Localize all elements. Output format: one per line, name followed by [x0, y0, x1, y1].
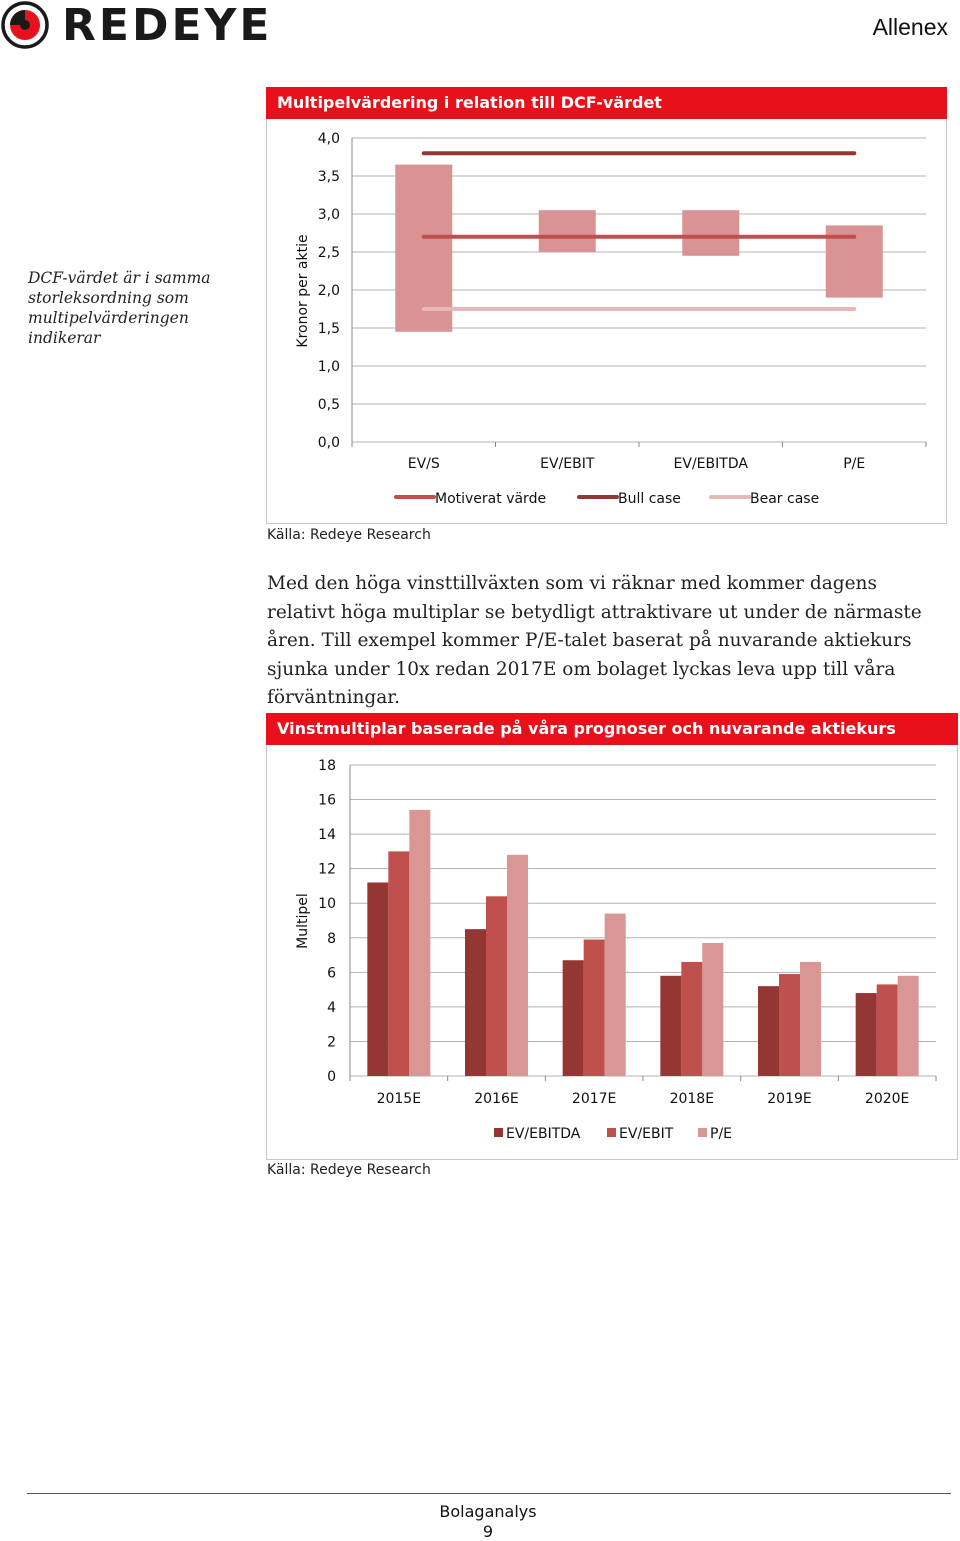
chart1-source: Källa: Redeye Research	[267, 527, 431, 543]
chart2-bar	[800, 962, 821, 1076]
chart2-legend-swatch	[607, 1128, 616, 1137]
chart1-legend-label: Bear case	[750, 491, 820, 507]
chart2	[266, 745, 958, 1160]
chart2-title: Vinstmultiplar baserade på våra prognoser och nuvarande aktiekurs	[266, 713, 958, 745]
chart1-ytick-label: 0,5	[317, 397, 340, 413]
side-note: DCF-värdet är i samma storleksordning som multipelvärderingen indikerar	[28, 269, 211, 347]
chart2-ytick-label: 16	[318, 792, 336, 809]
chart2-legend-label: EV/EBITDA	[506, 1126, 581, 1142]
chart2-xtick-label: 2016E	[474, 1091, 519, 1107]
chart2-legend-swatch	[698, 1128, 707, 1137]
body-paragraph: Med den höga vinsttillväxten som vi räknar med kommer dagens relativt höga multiplar se betydligt attraktivare ut under de närmaste åren. Till exempel kommer P/E-talet baserat på nuvarande aktiekurs sjunka under 10x redan 2017E om bolaget lyckas leva upp till våra förväntningar.	[267, 573, 922, 708]
chart2-bar	[409, 810, 430, 1076]
chart1-title: Multipelvärdering i relation till DCF-värdet	[266, 87, 947, 119]
chart1	[266, 119, 947, 524]
chart2-source: Källa: Redeye Research	[267, 1162, 431, 1178]
chart2-legend-label: EV/EBIT	[619, 1126, 674, 1142]
chart2-xtick-label: 2019E	[767, 1091, 812, 1107]
chart1-legend-label: Motiverat värde	[435, 491, 547, 507]
footer-label: Bolaganalys	[439, 1502, 537, 1521]
chart2-bar	[856, 993, 877, 1076]
chart2-ytick-label: 2	[327, 1034, 336, 1051]
footer-divider	[27, 1493, 951, 1494]
chart2-legend-swatch	[494, 1128, 503, 1137]
chart1-ytick-label: 3,5	[317, 169, 340, 185]
logo-text: REDEYE	[62, 0, 273, 51]
chart2-bar	[702, 943, 723, 1076]
chart2-bar	[507, 855, 528, 1076]
chart2-xtick-label: 2018E	[669, 1091, 715, 1107]
chart1-ytick-label: 3,0	[317, 207, 340, 223]
chart1-ytick-label: 1,0	[317, 359, 340, 375]
company-name: Allenex	[872, 14, 948, 40]
chart1-xtick-label: EV/S	[407, 456, 440, 472]
chart1-xtick-label: P/E	[843, 456, 866, 472]
chart2-bar	[605, 914, 626, 1076]
chart2-bar	[388, 851, 409, 1076]
chart1-range-bar	[395, 165, 452, 332]
chart2-xtick-label: 2017E	[571, 1091, 617, 1107]
chart2-ytick-label: 0	[327, 1069, 336, 1085]
chart1-ytick-label: 4,0	[317, 131, 340, 147]
chart2-legend-label: P/E	[710, 1126, 733, 1142]
chart2-bar	[563, 960, 584, 1076]
chart2-xtick-label: 2020E	[864, 1091, 910, 1107]
chart2-bar	[486, 896, 507, 1076]
chart2-bar	[465, 929, 486, 1076]
chart2-bar	[758, 986, 779, 1076]
page-number: 9	[482, 1522, 494, 1541]
chart1-xtick-label: EV/EBITDA	[673, 456, 748, 472]
chart1-ytick-label: 2,0	[317, 283, 340, 299]
chart2-bar	[660, 976, 681, 1076]
chart1-ytick-label: 0,0	[317, 435, 340, 451]
chart2-ytick-label: 4	[327, 999, 336, 1016]
chart2-ytick-label: 12	[318, 861, 336, 878]
chart2-bar	[877, 984, 898, 1076]
chart1-ytick-label: 1,5	[317, 321, 340, 337]
chart2-ytick-label: 8	[327, 930, 336, 947]
chart2-bar	[779, 974, 800, 1076]
chart2-ytick-label: 10	[318, 896, 336, 913]
chart1-ylabel: Kronor per aktie	[295, 234, 311, 348]
chart2-xtick-label: 2015E	[376, 1091, 422, 1107]
chart2-ylabel: Multipel	[295, 893, 311, 949]
chart2-ytick-label: 6	[327, 965, 336, 982]
chart1-range-bar	[539, 210, 596, 252]
chart1-ytick-label: 2,5	[317, 245, 340, 261]
chart1-xtick-label: EV/EBIT	[540, 456, 595, 472]
chart2-ytick-label: 14	[318, 827, 336, 844]
chart1-legend-label: Bull case	[618, 491, 681, 507]
chart2-bar	[367, 882, 388, 1076]
chart2-bar	[681, 962, 702, 1076]
chart1-range-bar	[682, 210, 739, 256]
chart2-bar	[898, 976, 919, 1076]
chart2-ytick-label: 18	[318, 758, 336, 774]
chart2-bar	[584, 940, 605, 1076]
